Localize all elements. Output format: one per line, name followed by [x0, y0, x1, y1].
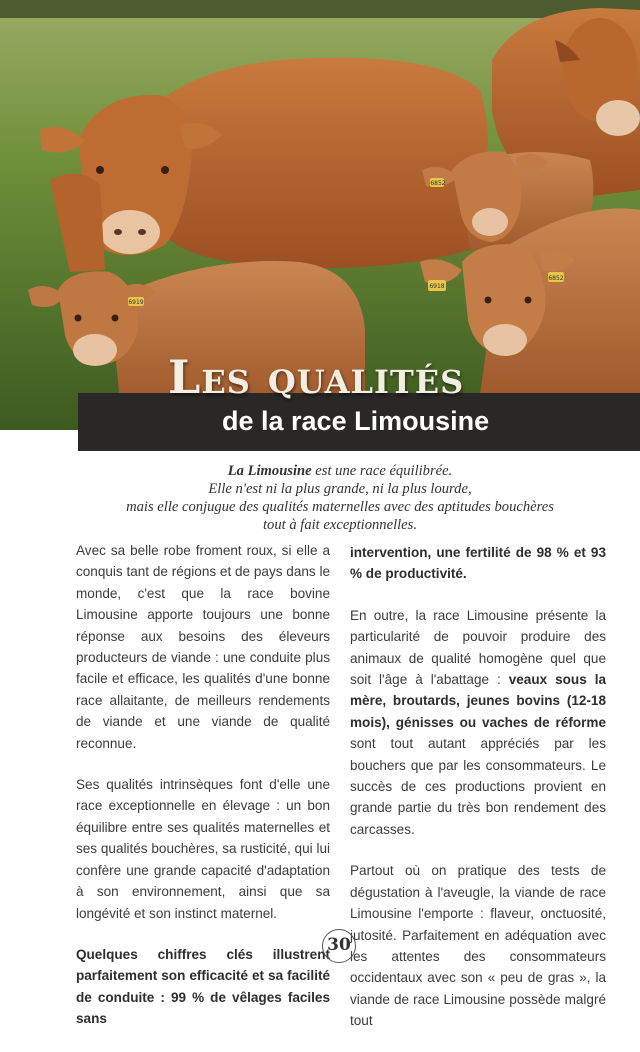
page-title: Les qualités: [168, 350, 465, 404]
page-number: 30: [322, 929, 356, 963]
intro-line-1: [120, 462, 560, 480]
intro-line-2: [120, 480, 560, 498]
intro-line-4: tout à fait exceptionnelles.: [262, 517, 417, 533]
page-subtitle: de la race Limousine: [222, 406, 490, 436]
text-column-right: [350, 542, 606, 1052]
paragraph: Avec sa belle robe froment roux, si elle a conquis tant de régions et de pays dans le monde, c'est que la race bovine Limousine apporte toujours une bonne réponse aux besoins des éleveurs producteurs de viande : une conduite plus facile et efficace, les qualités d'une bonne race allaitante, de meilleurs rendements de viande et une viande de qualité reconnue.: [76, 543, 330, 751]
ear-tag-number: 6852: [548, 275, 564, 282]
paragraph: Ses qualités intrinsèques font d'elle une race exceptionnelle en élevage : un bon équilibre entre ses qualités maternelles et ses qualités bouchères, sa rusticité, qui lui confère une grande capacité d'adaptation à son environnement, ainsi que sa longévité et son instinct maternel.: [76, 777, 330, 921]
paragraph-text: sont tout autant appréciés par les bouchers que par les consommateurs. Le succès de ces productions provient en grande partie du très bon rendement des carcasses.: [350, 736, 606, 837]
ear-tag-number: 6852: [430, 180, 446, 187]
intro-line-2a: Elle n'est ni la plus grande,: [208, 481, 373, 497]
ear-tag-number: 6919: [128, 299, 144, 306]
intro-paragraph: [120, 462, 560, 534]
intro-lead: La Limousine: [227, 463, 312, 479]
product-types: veaux sous la mère, broutards, jeunes bovins (12-18 mois), génisses ou vaches de réforme: [350, 672, 606, 730]
ear-tag-number: 6918: [429, 283, 445, 290]
key-figures-text-cont: intervention, une fertilité de 98 % et 93 % de productivité.: [350, 545, 606, 582]
key-figures-text: Quelques chiffres clés illustrent parfaitement son efficacité et sa facilité de conduite : 99 % de vêlages faciles sans: [76, 946, 330, 1027]
paragraph: [350, 605, 606, 840]
paragraph: Partout où on pratique des tests de dégustation à l'aveugle, la viande de race Limousine l'emporte : flaveur, onctuosité, jutosité. Parfaitement en adéquation avec les attentes des consommateurs occidentaux avec son « peu de gras », la viande de race Limousine possède malgré tout: [350, 863, 606, 1029]
paragraph-text: En outre, la race Limousine présente la particularité de pouvoir produire des animaux de qualité homogène quel que soit l'âge à l'abattage :: [350, 607, 606, 688]
intro-line-2b: ni la plus lourde,: [372, 481, 472, 497]
paragraph-key-figures: [76, 944, 330, 1030]
paragraph-key-figures-cont: [350, 542, 606, 585]
intro-line-1-text: est une race équilibrée.: [311, 463, 453, 479]
intro-line-3: mais elle conjugue des qualités maternelles avec des aptitudes bouchères: [126, 499, 554, 515]
text-column-left: [76, 540, 330, 1050]
